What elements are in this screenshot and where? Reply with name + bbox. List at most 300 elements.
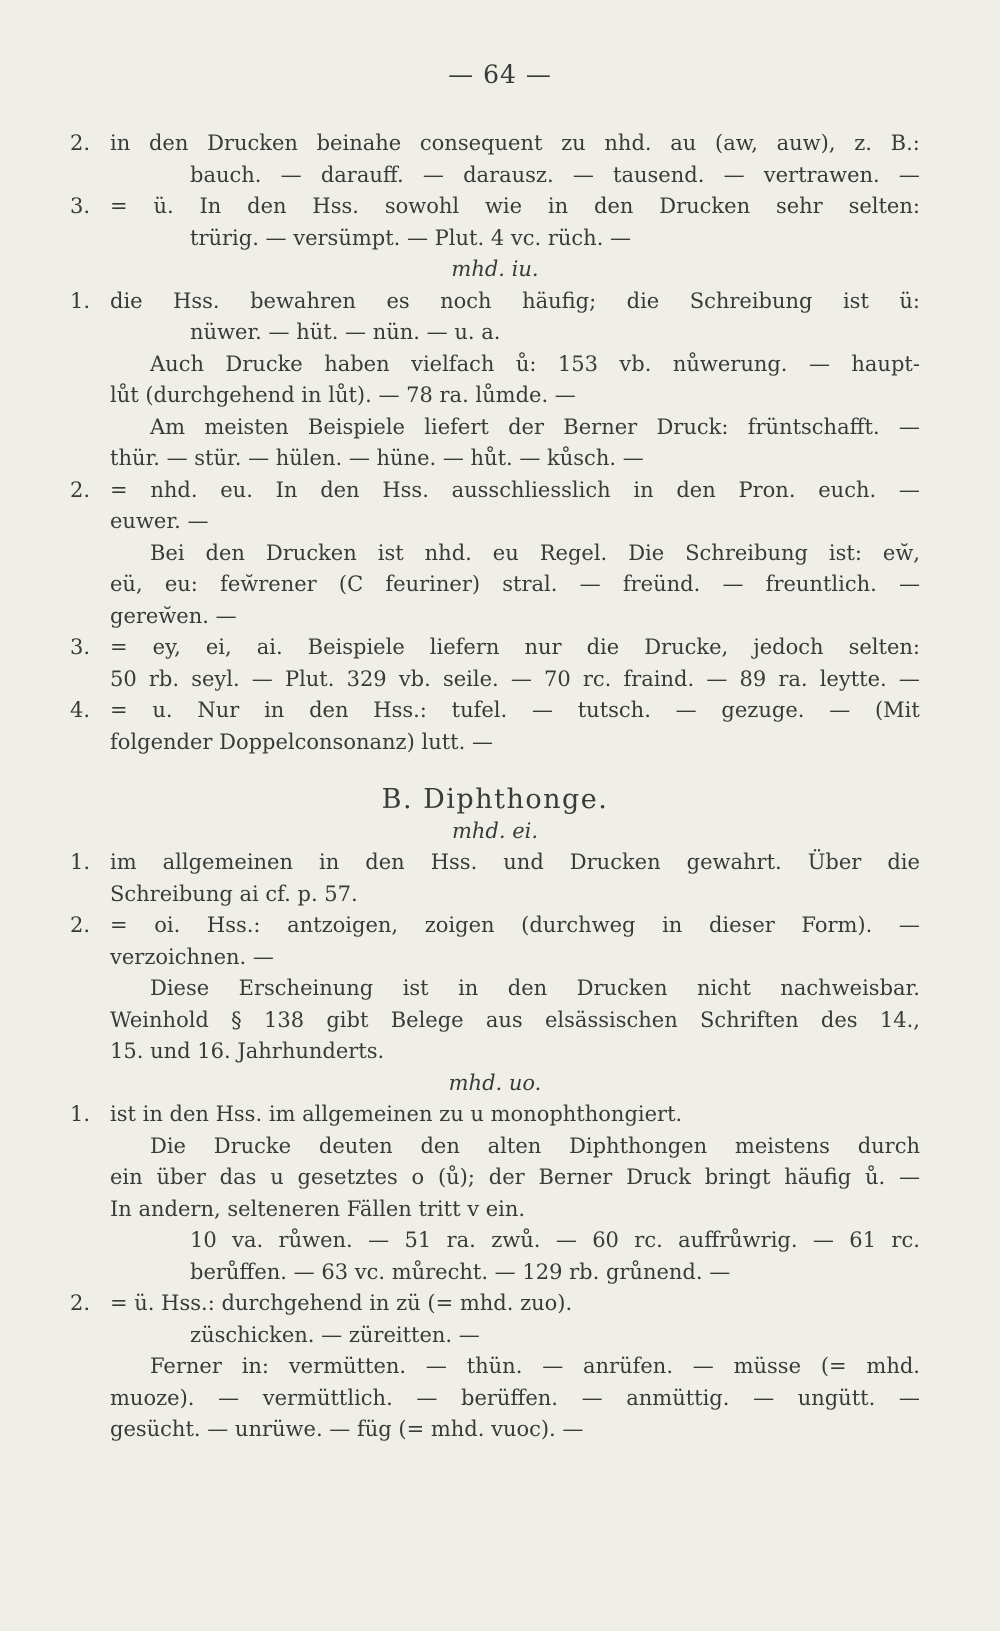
- item-number: 1.: [70, 1102, 91, 1126]
- word: Die: [628, 540, 665, 565]
- word: —: [812, 1228, 834, 1252]
- word: in: [458, 976, 479, 1000]
- word: ü:: [899, 288, 920, 313]
- word: vb.: [619, 351, 652, 376]
- text-line: [70, 1351, 920, 1383]
- word: muoze).: [110, 1385, 195, 1410]
- item-number: 2.: [70, 1291, 91, 1315]
- word: rc.: [582, 666, 612, 691]
- text-line: [70, 695, 920, 727]
- word: eu.: [220, 477, 253, 502]
- word: nhd.: [150, 477, 198, 502]
- word: Am: [150, 414, 186, 439]
- word: den: [205, 540, 245, 565]
- word: —: [218, 1385, 240, 1410]
- line-text: [150, 349, 920, 381]
- line-text: [110, 128, 920, 160]
- word: —: [706, 666, 728, 691]
- text-line: [70, 1194, 920, 1226]
- text-line: [70, 727, 920, 759]
- word: zoigen: [424, 913, 495, 937]
- word: (C: [338, 572, 364, 596]
- word: tausend.: [613, 162, 705, 187]
- word: in:: [241, 1354, 270, 1378]
- word: Berner: [563, 414, 638, 439]
- word: ist: [377, 540, 404, 565]
- word: den: [320, 477, 360, 502]
- word: Hss.: [312, 194, 359, 218]
- word: vb.: [398, 666, 431, 691]
- line-text: [150, 1131, 920, 1163]
- word: müsse: [733, 1354, 802, 1378]
- line-text: [110, 910, 920, 942]
- word: Beispiele: [307, 635, 405, 659]
- line-text: Schreibung ai cf. p. 57.: [110, 881, 358, 906]
- word: Die: [150, 1133, 186, 1158]
- word: den: [309, 698, 349, 722]
- word: (=: [820, 1354, 847, 1378]
- word: —: [898, 162, 920, 187]
- text-line: [70, 816, 920, 848]
- word: antzoigen,: [287, 913, 399, 937]
- word: Form).: [801, 913, 873, 937]
- word: o: [411, 1165, 425, 1189]
- word: nůwerung.: [672, 351, 788, 376]
- word: allgemeinen: [162, 850, 294, 874]
- line-text: [110, 191, 920, 223]
- word: —: [416, 1385, 438, 1410]
- line-text: lůt (durchgehend in lůt). — 78 ra. lůmde. —: [110, 383, 576, 407]
- word: ů:: [515, 351, 537, 376]
- word: růwen.: [278, 1228, 353, 1252]
- word: gibt: [326, 1007, 369, 1032]
- word: —: [808, 351, 830, 376]
- word: freuntlich.: [765, 572, 877, 596]
- word: leytte.: [819, 666, 887, 691]
- word: Schriften: [700, 1007, 799, 1032]
- word: consequent: [419, 131, 543, 155]
- word: few̆rener: [220, 572, 317, 596]
- text-line: [70, 847, 920, 879]
- word: ungütt.: [797, 1385, 876, 1410]
- word: B.:: [890, 131, 920, 155]
- text-line: [70, 784, 920, 816]
- line-text: 15. und 16. Jahrhunderts.: [110, 1039, 385, 1063]
- word: —: [722, 572, 744, 596]
- word: aus: [485, 1007, 523, 1032]
- word: va.: [232, 1228, 264, 1252]
- word: nhd.: [604, 131, 652, 155]
- word: nur: [524, 635, 562, 659]
- word: Hss.:: [373, 698, 427, 722]
- word: 138: [263, 1007, 305, 1032]
- word: anrüfen.: [582, 1354, 673, 1378]
- word: und: [503, 850, 544, 874]
- text-line: [70, 506, 920, 538]
- word: 329: [346, 666, 387, 691]
- word: ü.: [153, 194, 174, 218]
- word: 60: [592, 1228, 619, 1252]
- word: den: [247, 194, 287, 218]
- text-line: [70, 942, 920, 974]
- word: fraind.: [623, 666, 695, 691]
- word: thün.: [466, 1354, 523, 1378]
- line-text: = ü. Hss.: durchgehend in zü (= mhd. zuo).: [110, 1291, 573, 1315]
- word: —: [425, 1354, 447, 1378]
- word: Drucke,: [644, 635, 729, 659]
- word: Schreibung: [685, 540, 808, 565]
- word: 10: [190, 1228, 217, 1252]
- word: durch: [857, 1133, 920, 1158]
- word: Berner: [538, 1165, 613, 1189]
- text-line: [70, 223, 920, 255]
- word: Diese: [150, 976, 210, 1000]
- word: —: [280, 162, 302, 187]
- text-line: [70, 475, 920, 507]
- word: früntschafft.: [747, 414, 880, 439]
- word: ist:: [828, 540, 862, 565]
- word: auffrůwrig.: [678, 1228, 798, 1252]
- word: —: [368, 1228, 390, 1252]
- word: oi.: [154, 913, 181, 937]
- word: im: [110, 850, 137, 874]
- word: bringt: [704, 1165, 771, 1189]
- word: sowohl: [384, 194, 460, 218]
- word: Auch: [150, 351, 204, 376]
- word: Druck:: [656, 414, 729, 439]
- word: —: [898, 414, 920, 439]
- word: —: [531, 698, 553, 722]
- word: über: [156, 1165, 206, 1189]
- word: Hss.: [430, 850, 478, 874]
- word: die: [887, 850, 920, 874]
- word: (ů);: [437, 1165, 475, 1189]
- text-line: [70, 879, 920, 911]
- line-text: mhd. ei.: [451, 818, 539, 843]
- text-line: [70, 1383, 920, 1415]
- word: In: [199, 194, 222, 218]
- line-text: verzoichnen. —: [110, 944, 274, 969]
- word: darausz.: [463, 162, 554, 187]
- word: es: [386, 288, 410, 313]
- word: meistens: [734, 1133, 830, 1158]
- word: in: [547, 194, 569, 218]
- word: =: [110, 913, 128, 937]
- word: Erscheinung: [238, 976, 374, 1000]
- word: vielfach: [411, 351, 495, 376]
- word: z.: [854, 131, 872, 155]
- word: Drucken: [659, 194, 751, 218]
- line-text: [150, 412, 920, 444]
- word: =: [110, 477, 128, 502]
- text-line: [70, 632, 920, 664]
- item-number: 1.: [70, 850, 91, 874]
- word: —: [251, 666, 273, 691]
- word: tutsch.: [577, 698, 651, 722]
- word: Diphthongen: [569, 1133, 708, 1158]
- word: noch: [440, 288, 492, 313]
- word: Hss.:: [206, 913, 261, 937]
- word: die: [586, 635, 620, 659]
- word: ew̆,: [882, 540, 920, 565]
- line-text: [110, 695, 920, 727]
- word: —: [898, 666, 920, 691]
- word: Hss.: [382, 477, 429, 502]
- text-line: [70, 664, 920, 696]
- line-text: folgender Doppelconsonanz) lutt. —: [110, 729, 493, 754]
- word: Drucken: [207, 131, 298, 155]
- word: —: [898, 477, 920, 502]
- word: Drucken: [576, 976, 668, 1000]
- word: Bei: [150, 540, 185, 565]
- line-text: In andern, selteneren Fällen tritt v ein.: [110, 1196, 526, 1221]
- word: rb.: [148, 666, 180, 691]
- word: selten:: [848, 635, 920, 659]
- word: u.: [152, 698, 173, 722]
- text-line: [70, 160, 920, 192]
- text-line: [70, 254, 920, 286]
- line-text: [190, 1225, 920, 1257]
- word: 70: [543, 666, 571, 691]
- word: beinahe: [316, 131, 402, 155]
- word: —: [829, 698, 851, 722]
- word: 14.,: [879, 1007, 920, 1032]
- word: stral.: [502, 572, 558, 596]
- text-line: [70, 1225, 920, 1257]
- text-line: [70, 1414, 920, 1446]
- word: in: [662, 913, 683, 937]
- text-line: [70, 191, 920, 223]
- word: 89: [739, 666, 767, 691]
- item-number: 3.: [70, 635, 91, 659]
- word: eu:: [164, 572, 198, 596]
- word: euch.: [818, 477, 877, 502]
- word: berüffen.: [461, 1385, 558, 1410]
- text-line: [70, 380, 920, 412]
- word: (durchweg: [521, 913, 636, 937]
- word: ra.: [778, 666, 808, 691]
- word: ein: [110, 1165, 143, 1189]
- word: rc.: [634, 1228, 663, 1252]
- word: Drucken: [569, 850, 661, 874]
- text-line: [70, 973, 920, 1005]
- word: ů.: [865, 1165, 886, 1189]
- word: freünd.: [622, 572, 701, 596]
- text-line: [70, 1005, 920, 1037]
- line-text: euwer. —: [110, 509, 209, 533]
- line-text: [110, 847, 920, 879]
- word: ist: [842, 288, 869, 313]
- line-text: [110, 286, 920, 318]
- word: (Mit: [874, 698, 920, 722]
- word: das: [219, 1165, 257, 1189]
- word: —: [723, 162, 745, 187]
- text-line: [70, 1036, 920, 1068]
- line-text: [110, 569, 920, 601]
- text-line: [70, 286, 920, 318]
- word: den: [594, 194, 634, 218]
- word: seyl.: [191, 666, 240, 691]
- text-line: [70, 317, 920, 349]
- word: au: [670, 131, 697, 155]
- word: dieser: [708, 913, 775, 937]
- word: den: [148, 131, 189, 155]
- word: ist: [402, 976, 429, 1000]
- text-line: [70, 569, 920, 601]
- text-line: [70, 1320, 920, 1352]
- line-text: B. Diphthonge.: [381, 784, 609, 815]
- word: Belege: [390, 1007, 464, 1032]
- text-line: [70, 412, 920, 444]
- word: 50: [110, 666, 137, 691]
- word: eu: [492, 540, 519, 565]
- word: vertrawen.: [763, 162, 880, 187]
- text-line: [70, 1162, 920, 1194]
- word: darauff.: [320, 162, 404, 187]
- word: selten:: [848, 194, 920, 218]
- word: häufig;: [522, 288, 597, 313]
- word: Hss.: [173, 288, 220, 313]
- line-text: [150, 1351, 920, 1383]
- word: deuten: [318, 1133, 393, 1158]
- text-line: [70, 1099, 920, 1131]
- word: Schreibung: [689, 288, 813, 313]
- line-text: [110, 1383, 920, 1415]
- word: elsässischen: [545, 1007, 678, 1032]
- word: =: [110, 635, 128, 659]
- line-text: gesücht. — unrüwe. — füg (= mhd. vuoc). —: [110, 1417, 584, 1441]
- word: vermütten.: [288, 1354, 407, 1378]
- word: bauch.: [190, 162, 262, 187]
- word: feuriner): [385, 572, 481, 596]
- body-text: [70, 128, 920, 1446]
- word: 51: [404, 1228, 432, 1252]
- word: vermüttlich.: [262, 1385, 393, 1410]
- word: —: [898, 1385, 920, 1410]
- word: eü,: [110, 572, 143, 596]
- text-line: [70, 1068, 920, 1100]
- line-text: gerew̆en. —: [110, 603, 237, 628]
- word: Drucken: [265, 540, 357, 565]
- word: In: [275, 477, 298, 502]
- line-text: mhd. uo.: [448, 1070, 542, 1095]
- word: bewahren: [250, 288, 356, 313]
- word: Beispiele: [307, 414, 405, 439]
- line-text: [150, 538, 920, 570]
- line-text: [110, 1005, 920, 1037]
- word: ey,: [152, 635, 181, 659]
- word: Druck: [626, 1165, 692, 1189]
- text-line: [70, 128, 920, 160]
- word: —: [899, 572, 920, 596]
- word: zu: [561, 131, 586, 155]
- word: =: [110, 698, 128, 722]
- word: den: [420, 1133, 460, 1158]
- word: gezuge.: [721, 698, 805, 722]
- text-line: [70, 538, 920, 570]
- item-number: 2.: [70, 913, 91, 937]
- text-line: [70, 1288, 920, 1320]
- word: Nur: [197, 698, 240, 722]
- word: den: [507, 976, 548, 1000]
- line-text: mhd. iu.: [451, 257, 539, 281]
- line-text: [110, 475, 920, 507]
- word: die: [110, 288, 143, 313]
- word: mhd.: [866, 1354, 920, 1378]
- word: in: [319, 850, 340, 874]
- item-number: 2.: [70, 131, 91, 155]
- word: (aw,: [715, 131, 758, 155]
- word: —: [510, 666, 532, 691]
- line-text: [110, 664, 920, 696]
- line-text: [150, 973, 920, 1005]
- word: den: [365, 850, 405, 874]
- word: —: [542, 1354, 564, 1378]
- word: ai.: [256, 635, 283, 659]
- word: Drucke: [225, 351, 303, 376]
- word: in: [633, 477, 654, 502]
- text-line: [70, 1257, 920, 1289]
- line-text: [110, 1162, 920, 1194]
- text-line: [70, 601, 920, 633]
- word: in: [264, 698, 285, 722]
- line-text: ist in den Hss. im allgemeinen zu u monophthongiert.: [110, 1102, 683, 1126]
- line-text: berůffen. — 63 vc. můrecht. — 129 rb. grůnend. —: [190, 1259, 731, 1284]
- word: jedoch: [753, 635, 824, 659]
- word: —: [898, 1165, 920, 1189]
- word: —: [555, 1228, 577, 1252]
- word: 61: [849, 1228, 877, 1252]
- word: —: [753, 1385, 775, 1410]
- word: —: [422, 162, 444, 187]
- item-number: 3.: [70, 194, 91, 218]
- word: Über: [807, 850, 862, 874]
- word: wie: [484, 194, 523, 218]
- word: —: [675, 698, 697, 722]
- word: Pron.: [738, 477, 796, 502]
- word: des: [820, 1007, 858, 1032]
- word: haben: [324, 351, 390, 376]
- word: Ferner: [150, 1354, 222, 1378]
- word: häufig: [784, 1165, 852, 1189]
- section-gap: [70, 758, 920, 784]
- page-number: — 64 —: [448, 60, 552, 89]
- text-line: [70, 1131, 920, 1163]
- word: tufel.: [451, 698, 508, 722]
- word: ausschliesslich: [451, 477, 611, 502]
- word: alten: [487, 1133, 542, 1158]
- word: der: [488, 1165, 525, 1189]
- word: nachweisbar.: [780, 976, 920, 1000]
- text-line: [70, 443, 920, 475]
- word: sehr: [775, 194, 823, 218]
- word: rc.: [891, 1228, 920, 1252]
- line-text: nüwer. — hüt. — nün. — u. a.: [190, 320, 501, 344]
- word: seile.: [442, 666, 499, 691]
- line-text: [110, 632, 920, 664]
- word: §: [231, 1007, 242, 1032]
- word: liefert: [424, 414, 489, 439]
- word: gesetztes: [297, 1165, 398, 1189]
- word: Weinhold: [110, 1007, 209, 1032]
- word: auw),: [776, 131, 836, 155]
- word: ei,: [205, 635, 232, 659]
- word: —: [898, 913, 920, 937]
- word: —: [572, 162, 594, 187]
- text-line: [70, 910, 920, 942]
- word: nicht: [696, 976, 751, 1000]
- word: —: [581, 1385, 603, 1410]
